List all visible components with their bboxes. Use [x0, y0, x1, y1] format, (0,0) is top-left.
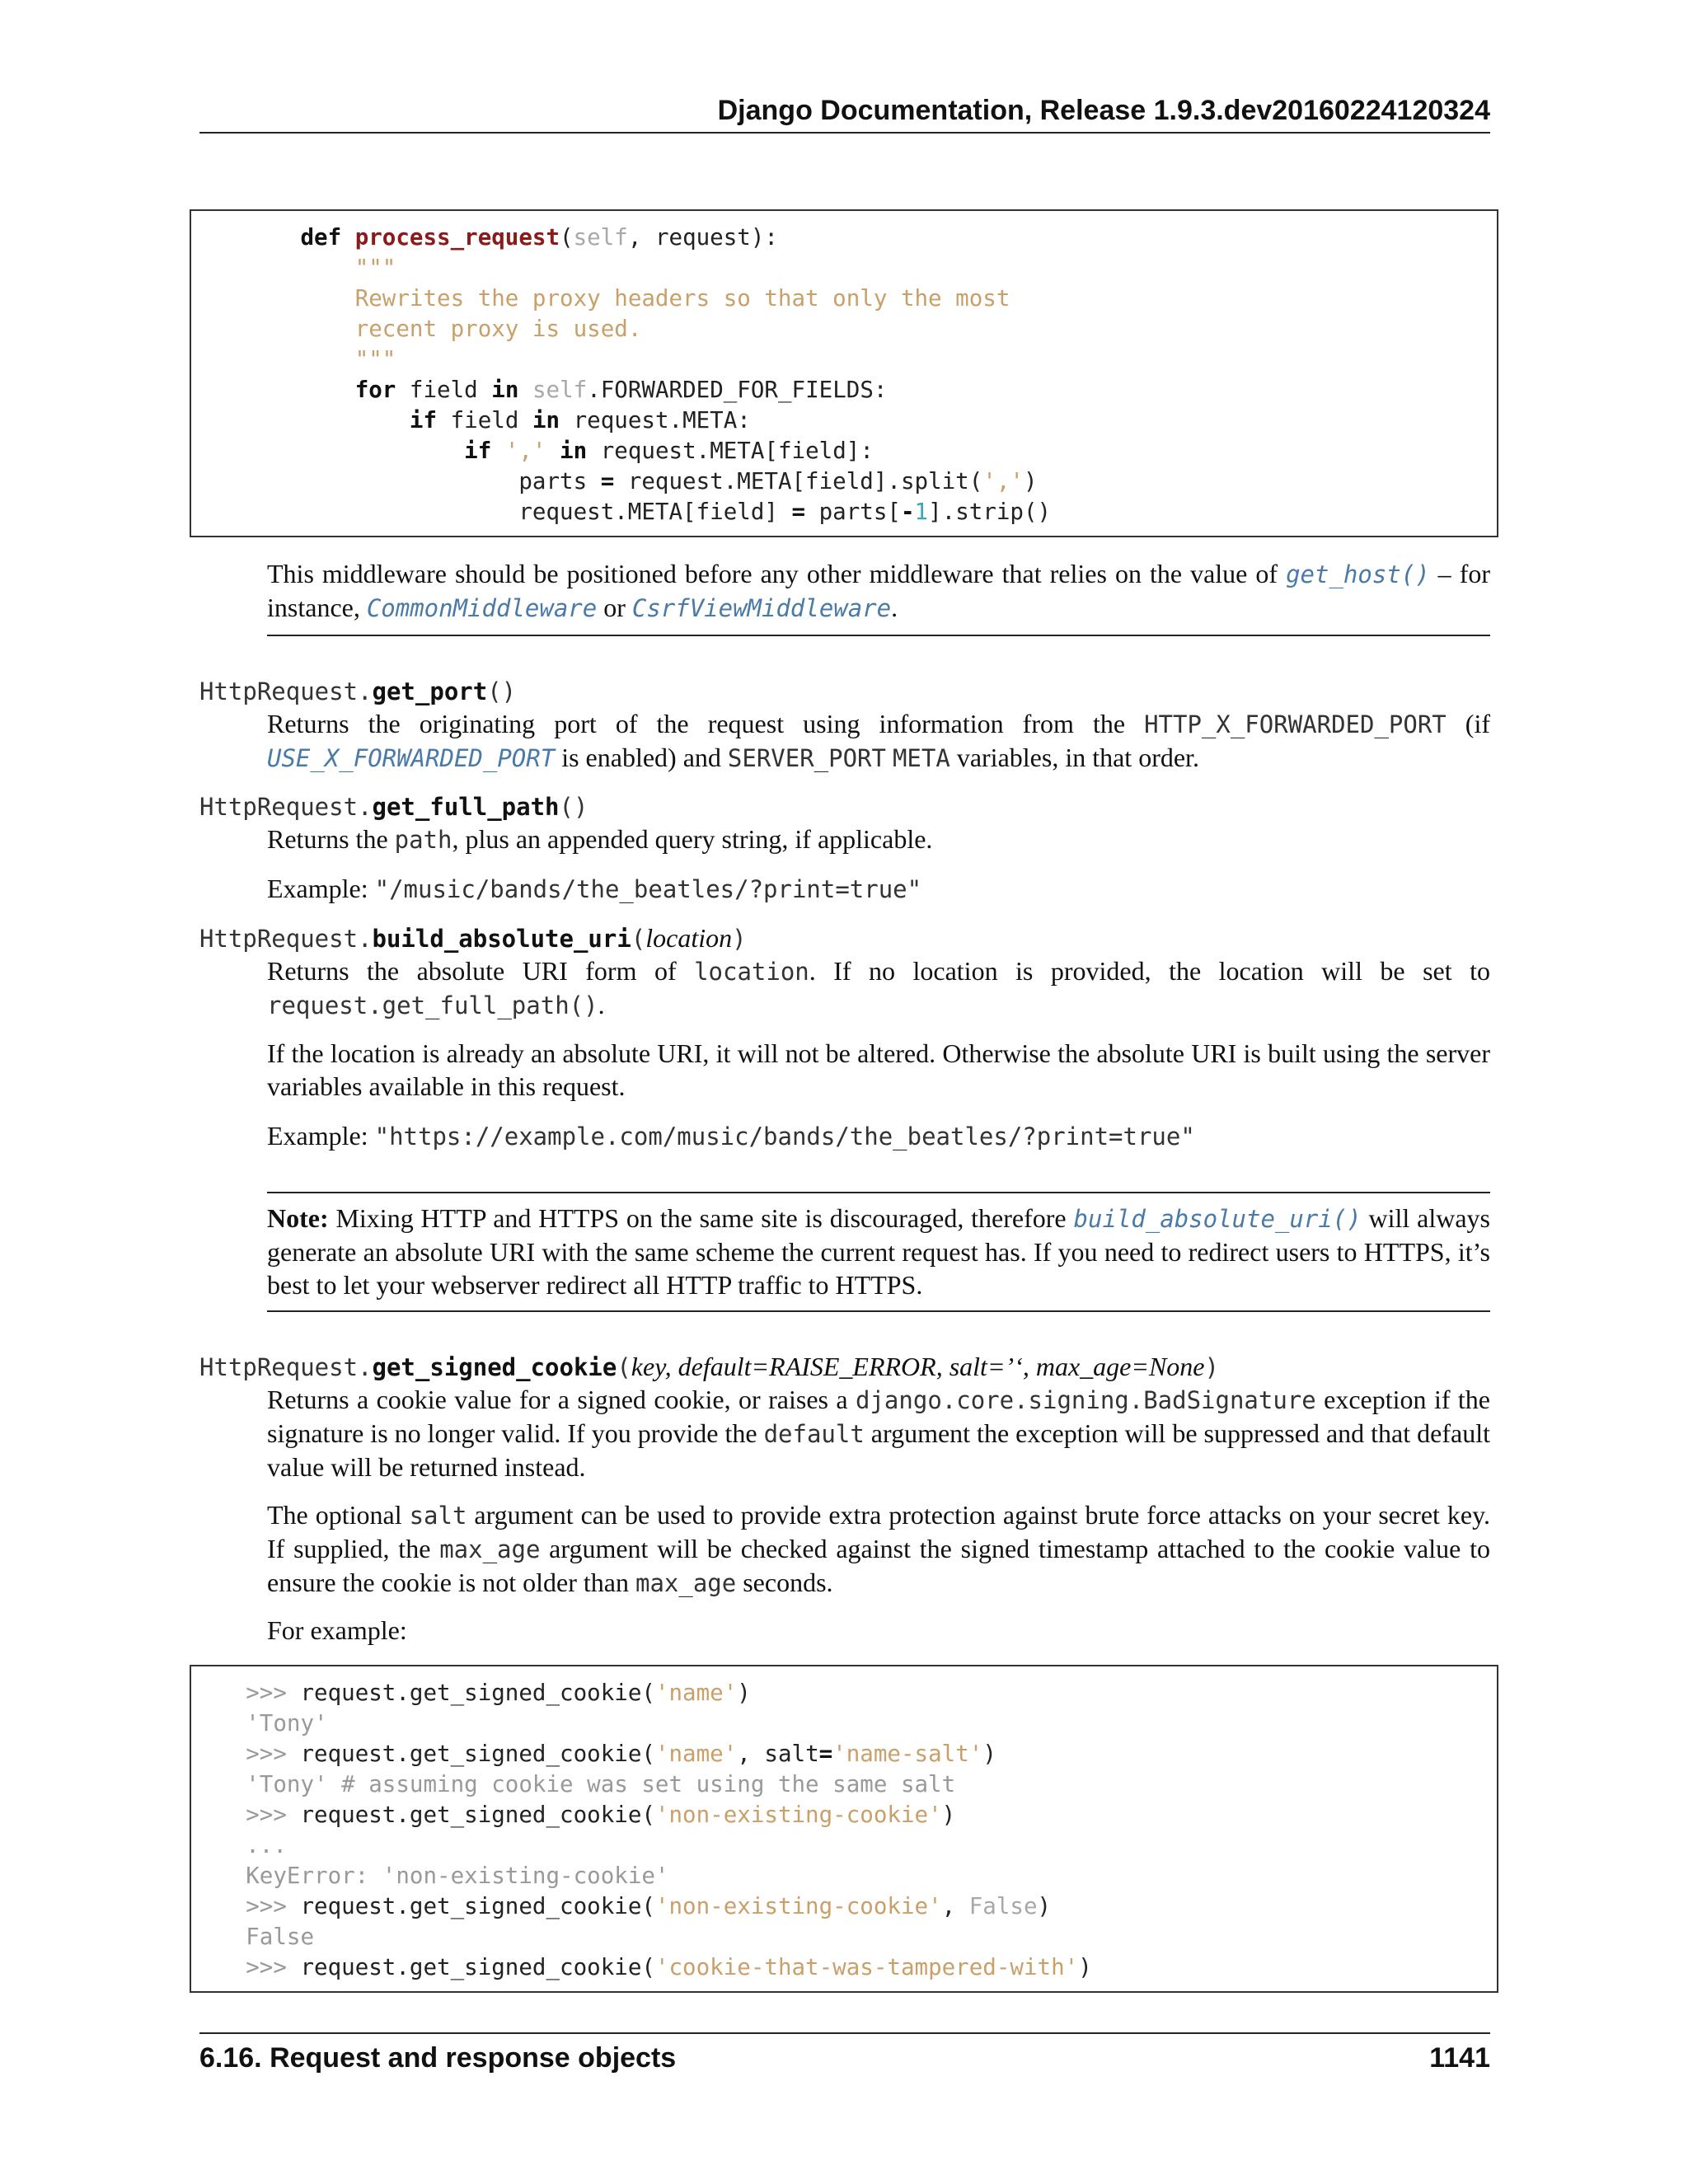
page-footer: [199, 2032, 1490, 2079]
build-absolute-uri-paragraph: If the location is already an absolute URI, it will not be altered. Otherwise the absolute URI is built using the server variables available in this request.: [267, 1038, 1490, 1101]
build-absolute-uri-link[interactable]: build_absolute_uri(): [1073, 1205, 1362, 1233]
code-line: """: [354, 255, 396, 281]
code-line: Rewrites the proxy headers so that only the most: [354, 285, 1010, 312]
code-line: """: [354, 346, 396, 373]
note-bottom-rule: [267, 1310, 1490, 1312]
code-line: recent proxy is used.: [354, 316, 642, 342]
code-line: for field in self.FORWARDED_FOR_FIELDS:: [354, 377, 888, 403]
code-line: >>> request.get_signed_cookie('name'): [246, 1680, 751, 1706]
code-line: if ',' in request.META[field]:: [464, 438, 874, 464]
common-middleware-link[interactable]: CommonMiddleware: [366, 594, 598, 622]
code-line: def process_request(self, request):: [300, 224, 778, 251]
note-top-rule: [267, 1192, 1490, 1193]
middleware-note-paragraph: This middleware should be positioned before any other middleware that relies on the value of get_host() – for instance, CommonMiddleware or CsrfViewMiddleware.: [267, 559, 1491, 622]
get-full-path-signature: HttpRequest.get_full_path(): [199, 793, 588, 821]
code-block-process-request: [190, 209, 1498, 537]
page-number: 1141: [1429, 2042, 1490, 2074]
build-absolute-uri-example: Example: "https://example.com/music/bands/the_beatles/?print=true": [267, 1121, 1195, 1151]
code-line: request.META[field] = parts[-1].strip(): [518, 499, 1052, 525]
footer-section-title: 6.16. Request and response objects: [199, 2042, 677, 2074]
code-line: parts = request.META[field].split(','): [518, 468, 1038, 494]
function-name: process_request: [354, 224, 560, 251]
csrf-view-middleware-link[interactable]: CsrfViewMiddleware: [631, 594, 892, 622]
get-host-link[interactable]: get_host(): [1286, 560, 1430, 588]
note-admonition: Note: Mixing HTTP and HTTPS on the same site is discouraged, therefore build_absolute_uri() will always generate an absolute URI with the same scheme the current request has. If you need to redirect users to HTTPS, it’s best to let your webserver redirect all HTTP traffic to HTTPS.: [267, 1203, 1491, 1300]
build-absolute-uri-description: Returns the absolute URI form of location. If no location is provided, the location will be set to request.get_full_path().: [267, 956, 1491, 1019]
code-line: KeyError: 'non-existing-cookie': [246, 1863, 669, 1889]
get-signed-cookie-description: Returns a cookie value for a signed cookie, or raises a django.core.signing.BadSignature exception if the signature is no longer valid. If you provide the default argument the exception will be suppressed and that default value will be returned instead.: [267, 1385, 1491, 1482]
get-signed-cookie-signature: HttpRequest.get_signed_cookie(key, default=RAISE_ERROR, salt=’‘, max_age=None): [199, 1352, 1219, 1381]
code-block-signed-cookie-examples: [190, 1665, 1498, 1993]
code-line: >>> request.get_signed_cookie('non-existing-cookie'): [246, 1802, 956, 1828]
get-signed-cookie-salt-paragraph: The optional salt argument can be used to provide extra protection against brute force attacks on your secret key. If supplied, the max_age argument will be checked against the signed timestamp attached to the cookie value to ensure the cookie is not older than max_age seconds.: [267, 1500, 1491, 1597]
code-line: False: [246, 1924, 315, 1950]
code-line: >>> request.get_signed_cookie('cookie-that-was-tampered-with'): [246, 1954, 1092, 1980]
build-absolute-uri-signature: HttpRequest.build_absolute_uri(location): [199, 923, 747, 953]
note-label: Note:: [267, 1203, 329, 1233]
code-line: 'Tony' # assuming cookie was set using the same salt: [246, 1771, 956, 1797]
for-example-label: For example:: [267, 1615, 407, 1645]
code-line: if field in request.META:: [409, 407, 751, 434]
code-line: 'Tony': [246, 1710, 328, 1736]
get-port-description: Returns the originating port of the request using information from the HTTP_X_FORWARDED_PORT (if USE_X_FORWARDED_PORT is enabled) and SERVER_PORT META variables, in that order.: [267, 709, 1491, 772]
code-line: >>> request.get_signed_cookie('non-existing-cookie', False): [246, 1893, 1052, 1919]
code-line: ...: [246, 1832, 287, 1858]
document-page: [199, 0, 1490, 2184]
use-x-forwarded-port-link[interactable]: USE_X_FORWARDED_PORT: [267, 744, 556, 772]
section-divider: [267, 635, 1490, 636]
running-header: Django Documentation, Release 1.9.3.dev20160224120324: [199, 91, 1490, 134]
get-port-signature: HttpRequest.get_port(): [199, 677, 517, 705]
code-line: >>> request.get_signed_cookie('name', salt='name-salt'): [246, 1741, 996, 1767]
get-full-path-example: Example: "/music/bands/the_beatles/?print=true": [267, 874, 922, 903]
get-full-path-description: Returns the path, plus an appended query string, if applicable.: [267, 824, 933, 854]
